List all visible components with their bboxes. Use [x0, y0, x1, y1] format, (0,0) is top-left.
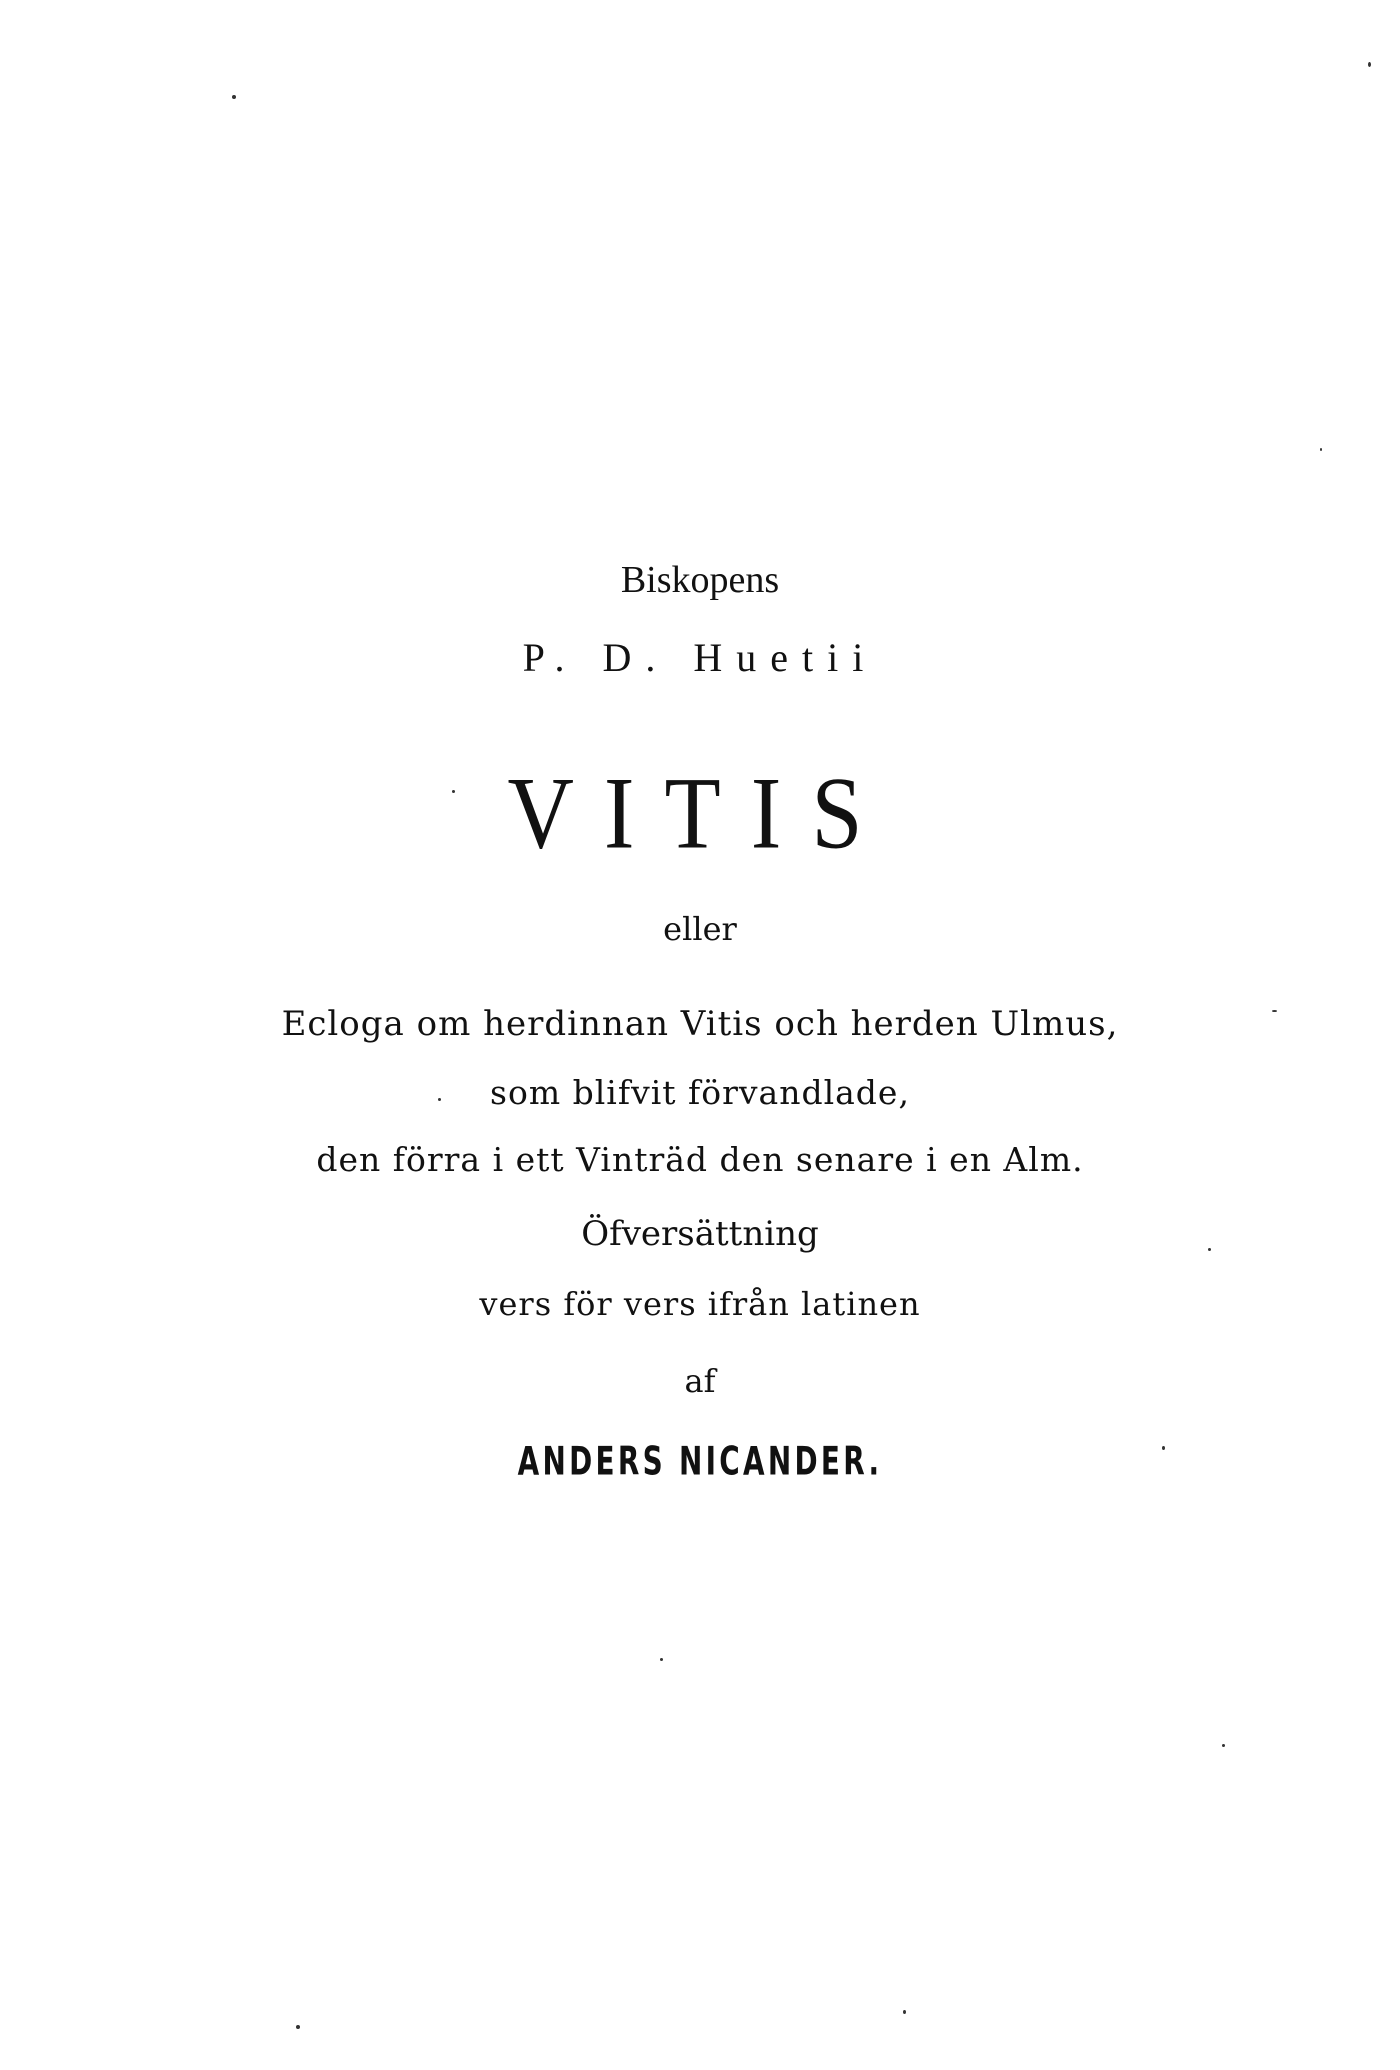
translation-method: vers för vers ifrån latinen: [479, 1285, 921, 1323]
subtitle-line-1: Ecloga om herdinnan Vitis och herden Ulmus,: [281, 1004, 1119, 1044]
subtitle-line-2: som blifvit förvandlade,: [490, 1073, 910, 1112]
by-line: af: [684, 1362, 716, 1400]
scan-speck: [232, 95, 236, 99]
scan-speck: [1272, 1010, 1277, 1012]
scan-speck: [452, 790, 455, 793]
work-title: VITIS: [507, 755, 893, 871]
scan-speck: [903, 2010, 906, 2014]
scan-speck: [1320, 448, 1322, 451]
scan-speck: [1162, 1446, 1165, 1450]
scan-speck: [1222, 1744, 1225, 1747]
scan-speck: [438, 1098, 441, 1101]
scan-speck: [1368, 62, 1371, 67]
author-name: P. D. Huetii: [522, 635, 878, 680]
translator-name: ANDERS NICANDER.: [517, 1439, 883, 1485]
scan-speck: [660, 1658, 663, 1661]
author-intro: Biskopens: [620, 559, 780, 601]
scan-speck: [296, 2025, 300, 2029]
subtitle-line-3: den förra i ett Vinträd den senare i en Alm.: [316, 1140, 1084, 1179]
translation-label: Öfversättning: [581, 1214, 819, 1254]
scan-speck: [1208, 1248, 1211, 1251]
title-connector: eller: [663, 910, 737, 948]
